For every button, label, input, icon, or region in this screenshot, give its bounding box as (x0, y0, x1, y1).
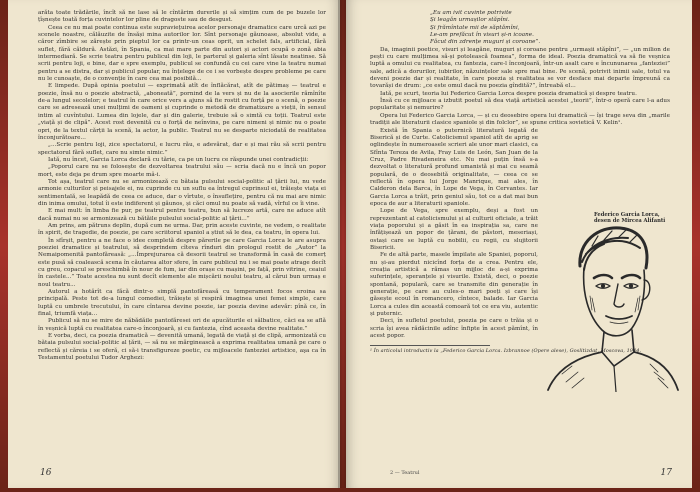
paragraph: Ceea ce nu mai poate continua este supraviețuirea acelor personaje dramatice care urcă azi pe scenele noastre, călăuzite de însăși mina autorilor lor. Sînt personaje găunoase, absolut vide, a căror zîmbire se zărește prin pieptul lor ca printr-un ceas oprit, un schelet fals, artificial, fără suflet, fără căldură. Astăzi, în Spania, ca mai mare parte din autori și actori ocupă o zonă abia intermediară. Se scrie teatru pentru publicul din loji, le parterul și galeria sînt lăsate neatinse. Să scrii pentru loji, e bine, dar e spre exemplu, publicul se confundă cu cei care vine la teatru numai pentru a se distra, dar și publicul popular, nu înțelege de ce i se vorbește despre probleme pe care nu le cunoaște, de o convenție în care cea mai posibilă... (38, 24, 326, 83)
paragraph: arăta toate trădările, încît să ne lase să le cîntărim durerile și să simțim cum de pe buzele lor țîșnește toată forța cuvintelor lor pline de dragoste sau de desgust. (38, 10, 326, 24)
paragraph: Publicul să nu se mire de năbădăile pantofăresei ori de apucăturile ei sălbatice, căci ea se află în veșnică luptă cu realitatea care-o înconjoară, și cu fantezia, cînd aceasta devine realitate.” (38, 318, 326, 332)
paragraph: „Poporul care nu se folosește de dezvoltarea teatrului său — scria dacă nu e încă un popor mort, este deja pe drum spre moarte mâ-i. (38, 164, 326, 178)
paragraph: Opera lui Federico Garcia Lorca, — și cu deosebire opera lui dramatică — își trage seva din „marile tradiții ale literaturii clasice spaniole și din folclor”, se spune critica sovietică V. Kelin¹. (370, 112, 670, 127)
paragraph: E vorba, deci, ca poezia dramatică — devenită umană, legată de viață și de clipă, armonizată cu bătaia pulsului social-politic al țării, — să nu se mărginească a exprima realitatea umană pe care o reflectă și căreia i se oferă, ci să-i transfigureze poetic, cu mijloacele fanteziei artistice, aşa ca în Testamentul poetului Tudor Arghezi: (38, 333, 326, 362)
verse-line: „Eu am ivit cuvinte potrivite (430, 10, 512, 16)
left-page (8, 0, 340, 488)
paragraph: E mai mult: în limba fie pur, pe teatrul pentru teatru, bun să lucreze artă, care ne aduce atît dacă numai nu se armonizează cu bătăile pulsului social-politic al țării...” (38, 208, 326, 222)
portrait-caption: Federico Garcia Lorca, desen de Mircea Alifanti (594, 212, 666, 225)
paragraph: Iată, nu încet, Garcia Lorca declară cu tărie, ca pe un lucru ce răspunde unei contradicții: (48, 156, 309, 163)
left-page-text (38, 10, 326, 363)
page-number-left: 16 (40, 468, 52, 478)
paragraph: Însă cu ce mijloace a izbutit poetul să dea viață artistică acestei „teorii”, într-o operă care l-a adus popularitate și nemurire? (370, 98, 670, 112)
paragraph: Iată, pe scurt, teoria lui Federico Garcia Lorca despre poezia dramatică și despre teatru. (380, 90, 637, 97)
paragraph: Fe de altă parte, masele împilate ale Spaniei, poporul, nu și-au pierdut nicicînd forța de a crea. Pentru ele, creația artistică a rămas un mijloc de a-și exprima suferințele, speranțele și visurile. Există, deci, o poezie spontană, populară, care se transmite din generație în generație, pe care au cules-o mari poeți și care își găsește ecoul în romancero, cîntece, balade. Iar Garcia Lorca a cules din această comoară tot ce era viu, autentic și puternic. (370, 252, 538, 318)
paragraph: „...Scrie pentru loji, zice spectatorul, e lucru rău, e adevărat, dar e și mai rău să scrii pentru spectatorul fără suflet, care nu simte nimic.” (38, 142, 326, 156)
footnote: ¹ În articolul introductiv la „Federico Garcia Lorca. Izbrannoe (Opere alese), Goslitizdat, Moscova, 1944. (370, 348, 642, 355)
wrapped-column (370, 128, 538, 341)
verse-line: Le-am prefăcut în visuri și-n icoane. (430, 32, 534, 39)
paragraph: Autorul a hotărît ca făcă dintr-o simplă pantofăreasă cu temperament focos eroina sa principală. Peste tot de-a lungul comediei, trăiește și respiră imaginea unei femei simple, care luptă cu umbrele trecutului, în care cîntarea devine poezie, iar poezia devine adevăr: pînă ce, în final, triumfă viața... (38, 289, 326, 318)
right-page (346, 0, 692, 488)
paragraph: Da, imaginii poetice, visuri și leagăne, muguri și coroane pentru „urmașii stăpîni”, — „un milion de pești cu care mulțimea să-și potolească foamea”, forma de ideal. Poezia dramatică va să fie veșnica luptă a omului cu realitatea, cu fantezia, care-l înconjoară, într-un asalt care e încununarea „fanteziei” sale, adică a dorurilor, iubirilor, năzuințelor sale spre mai bine. Pe scenă, potrivit inimii sale, totul va deveni poezie dar și realitate, în care poezia și realitatea se vor desface mai departe împreună ca tovarăși de drum: „ce este omul dacă nu poezia gîndită?”, întreabă el... (370, 46, 670, 90)
paragraph: E limpede. După opinia poetului — exprimată atît de înflăcărat, atît de pătimaș — teatrul e poezie, însă nu o poezie abstractă, „aboneată”, pornind de la vers și nu de la asocierile rămînîte de-a lungul secolelor; e teatrul în care orice vers a ajuns să fie rostit cu forță pe o scenă, o poezie care se adresează unei mulțimi de oameni și cuprinde o metodă de dramatizare a vieții, în sensul intim al cuvîntului. Lumea din lojele, dar și din galerie, trebuie să o simtă cu toții. Teatrul este „viață și de clipă”. Acest rost devenită cu o forță de neînvins, pe care nimeni și nimic nu o poate opri, de la textul cărții la scenă, la actor, la public. Teatrul nu se desparte niciodată de realitatea înconjurătoare... (38, 83, 326, 141)
verse-line: Și frămîntate mii de săptămîni, (430, 24, 520, 31)
paragraph: Am prins, am pătruns deplin, după cum ne urma. Dar, prin aceste cuvinte, ne vedem, o realitate în spirit, de tragedie, de poezie, pe care scriitorul spaniol a știut să le dea, ca teatru, în opera lui. (38, 222, 326, 237)
portrait-drawing (542, 206, 680, 392)
paragraph: În sfîrșit, pentru a ne face o idee completă despre părerile pe care Garcia Lorca le are asupra poeziei dramatice și teatrului, să desprindem cîteva rînduri din prologul rostit de „Autor” la Nemaipomenită pantofăreasă: „...Împrejurarea că desorii teatrul se transformă în casă de comerț este pusă să coalească scena în căutarea altor sfere, în care publicul nu i se mai poate atrage decît cu greu, copacul se preschimbă în nour de fum, iar din orașe cu mașini, pe față, prin vitrine, ceaiul în castele...” Toate acestea nu sunt decît elemente ale mișcării noului teatru, al cărui bun urmaș e noul teatru... (38, 237, 326, 288)
paragraph: Tot așa, teatrul care nu se armonizează cu bătaia pulsului social-politic al țării lui, nu vede armonie culturilor și peisajele ei, nu cuprinde cu un suflu ea întregul cuprinsul ei, trăiește viața ei sentimentală, se leapădă de ceea ce aduce, dar o vîrtute, o însuflețire, pentru că nu mai are nimic din inima omului, totul îi este indiferent și găunos, și căci omul nu poate să vadă, vîrful ce îi vine. (38, 178, 326, 207)
footnote-rule (370, 345, 490, 346)
paragraph: Există în Spania o puternică literatură legată de Biserică și de Curte. Catolicismul spaniol atît de aprig se oglindește în numeroasele scrieri ale unor mari clasici, ca Sfînta Tereza de Avila, Fray Luis de León, San Juan de la Cruz, Padre Rivadeneira etc. Nu mai puțin însă s-a dezvoltat o literatură profund umanistă și mai cu seamă populară, de o deosebită originalitate, — ceea ce se reflectă în opera lui Jorge Manrique, mai ales, în Calderon dela Barca, în Lope de Vega, în Cervantes. Iar Garcia Lorca a trăit, prin geniul său, tot ce a dat mai bun epoca de aur a literaturii spaniole. (370, 127, 538, 207)
verse-quote (430, 10, 670, 47)
paragraph: Deci, în sufletul poetului, poezia pe care o trăia și o scria își avea rădăcinile adînc înfipte în acest pămînt, în acest popor. (370, 318, 538, 340)
page-number-right: 17 (660, 468, 672, 478)
verse-line: Făcut din zdrențe muguri și coroane”. (430, 39, 541, 46)
signature-mark: 2 — Teatrul (390, 470, 420, 476)
paragraph: Lope de Vega, spre exemplu, deși a fost un reprezentant al catolicismului și al culturii oficiale, a trăit viața poporului și a găsit în ea inspirația sa, care ne înfățișează un popor de țărani, de păstori, meseriași, ostași care se luptă cu nobilii, cu regii, cu slujitorii Bisericii. (370, 208, 538, 251)
verse-line: Și leagăn urmașilor stăpîni. (430, 17, 510, 24)
